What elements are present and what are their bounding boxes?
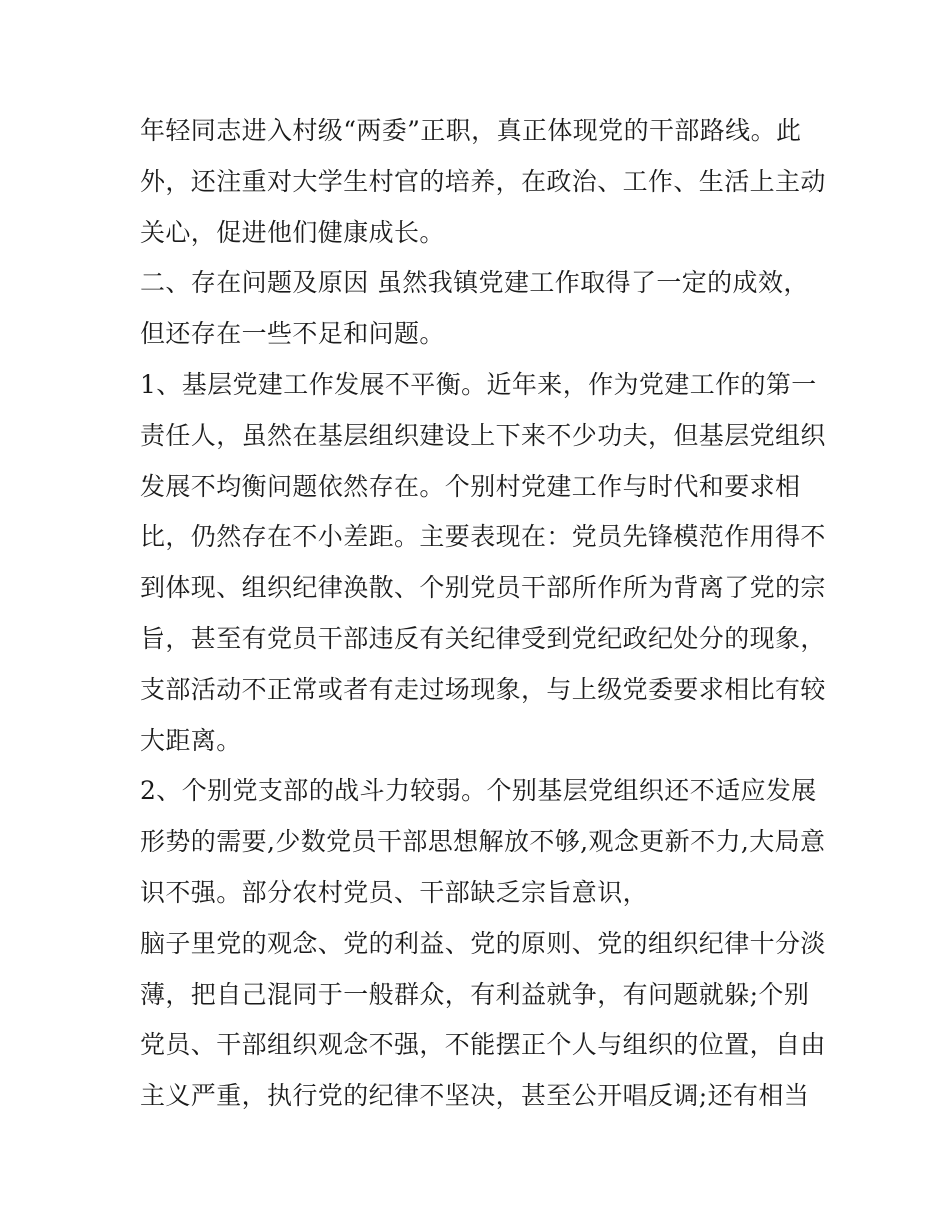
text-line-3: 关心，促进他们健康成长。	[140, 217, 445, 247]
text-line-9: 比，仍然存在不小差距。主要表现在：党员先锋模范作用得不	[140, 522, 826, 552]
text-line-2: 外，还注重对大学生村官的培养，在政治、工作、生活上主动	[140, 166, 826, 196]
text-line-19: 党员、干部组织观念不强，不能摆正个人与组织的位置，自由	[140, 1030, 826, 1060]
text-line-17: 脑子里党的观念、党的利益、党的原则、党的组织纪律十分淡	[140, 928, 826, 958]
point-1-start: 1、基层党建工作发展不平衡。近年来，作为党建工作的第一	[140, 369, 817, 399]
text-line-13: 大距离。	[140, 725, 242, 755]
text-line-11: 旨，甚至有党员干部违反有关纪律受到党纪政纪处分的现象，	[140, 623, 826, 653]
text-line-7: 责任人，虽然在基层组织建设上下来不少功夫，但基层党组织	[140, 420, 826, 450]
text-line-8: 发展不均衡问题依然存在。个别村党建工作与时代和要求相	[140, 471, 801, 501]
text-line-12: 支部活动不正常或者有走过场现象，与上级党委要求相比有较	[140, 674, 826, 704]
section-heading-2: 二、存在问题及原因 虽然我镇党建工作取得了一定的成效，	[140, 268, 809, 298]
text-line-1: 年轻同志进入村级“两委”正职，真正体现党的干部路线。此	[140, 116, 802, 145]
text-line-10: 到体现、组织纪律涣散、个别党员干部所作所为背离了党的宗	[140, 573, 826, 603]
point-2-start: 2、个别党支部的战斗力较弱。个别基层党组织还不适应发展	[140, 776, 817, 806]
text-line-5: 但还存在一些不足和问题。	[140, 319, 445, 349]
body-text	[140, 106, 830, 1122]
text-line-16: 识不强。部分农村党员、干部缺乏宗旨意识，	[140, 877, 649, 907]
text-line-18: 薄，把自己混同于一般群众，有利益就争，有问题就躲;个别	[140, 979, 810, 1009]
text-line-15: 形势的需要,少数党员干部思想解放不够,观念更新不力,大局意	[140, 827, 826, 857]
text-line-20: 主义严重，执行党的纪律不坚决，甚至公开唱反调;还有相当	[140, 1081, 810, 1111]
